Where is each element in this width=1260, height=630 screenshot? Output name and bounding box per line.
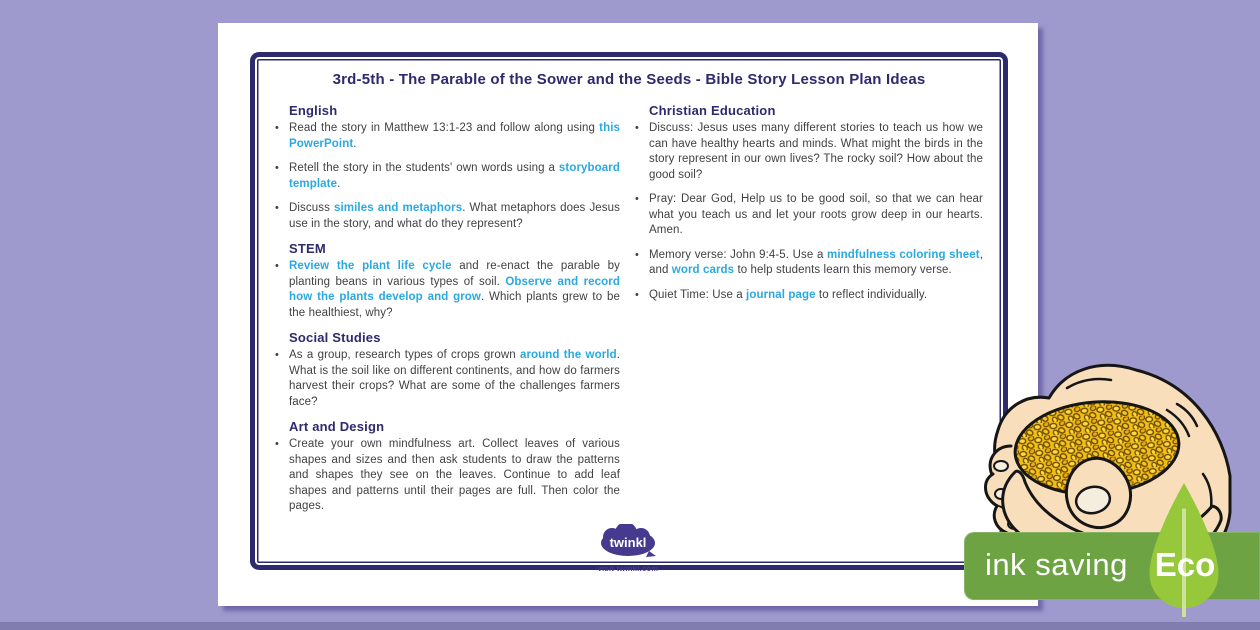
section [275, 103, 620, 232]
bullet-text [289, 437, 620, 515]
bullet-text [649, 192, 983, 239]
section-heading: STEM [289, 241, 326, 256]
text-run: to reflect individually. [815, 288, 928, 301]
bullet-marker: • [275, 202, 279, 214]
section [275, 330, 620, 410]
bullet-item [635, 288, 983, 304]
section-heading: Christian Education [649, 103, 776, 118]
bullet-marker: • [635, 288, 639, 301]
resource-link[interactable]: storyboard template [289, 162, 620, 190]
content-columns [275, 103, 983, 524]
bullet-item [635, 248, 983, 279]
bullet-text [289, 348, 620, 410]
bullet-text [649, 288, 983, 304]
page-title: 3rd-5th - The Parable of the Sower and the Seeds - Bible Story Lesson Plan Ideas [332, 71, 926, 88]
bullet-item [635, 121, 983, 183]
bullet-marker: • [635, 193, 639, 205]
resource-link[interactable]: Observe and record how the plants develop and grow [289, 275, 620, 303]
bullet-item [275, 259, 620, 321]
text-run: Create your own mindfulness art. Collect leaves of various shapes and sizes and then ask students to draw the patterns and shapes they see on the leaves. Continue to add leaf shapes and patterns until their pages are full. Then color the pages. [289, 438, 620, 512]
resource-link[interactable]: Review the plant life cycle [289, 260, 452, 272]
text-run: Memory verse: John 9:4-5. Use a [649, 248, 828, 261]
text-run: Discuss [289, 202, 334, 214]
bullet-marker: • [635, 122, 639, 134]
text-run: . [353, 137, 357, 150]
bullet-text [649, 121, 983, 183]
page-border-frame [250, 52, 1008, 570]
text-run: . Which plants grew to be the healthiest, why? [289, 291, 620, 319]
text-run: and re-enact the parable by planting beans in various types of soil. [289, 260, 620, 288]
text-run: . What is the soil like on different continents, and how do farmers harvest their crops? What are some of the challenges farmers face? [289, 349, 620, 408]
section [635, 103, 983, 303]
twinkl-cloud-logo-icon [599, 524, 657, 558]
text-run: . What metaphors does Jesus use in the story, and what do they represent? [289, 202, 620, 230]
resource-link[interactable]: journal page [746, 288, 816, 301]
bullet-item [635, 192, 983, 239]
bullet-marker: • [275, 162, 279, 174]
ink-saving-label: ink saving [985, 547, 1128, 582]
text-run: Discuss: Jesus uses many different stories to teach us how we can have healthy hearts and minds. What might the birds in the story represent in our own lives? The rocky soil? How about the good soil? [649, 122, 983, 181]
resource-link[interactable]: similes and metaphors [334, 202, 463, 214]
text-run: to help students learn this memory verse. [734, 264, 952, 276]
bullet-item [275, 161, 620, 192]
column-right [635, 103, 983, 524]
bottom-edge-strip [0, 622, 1260, 630]
bullet-marker: • [275, 122, 279, 134]
section [275, 419, 620, 515]
text-run: Retell the story in the students' own words using a [289, 162, 559, 174]
text-run: Pray: Dear God, Help us to be good soil, so that we can hear what you teach us and let your roots grow deep in our hearts. Amen. [649, 193, 983, 236]
visit-twinkl-text: visit twinkl.com [597, 564, 659, 573]
text-run: Read the story in Matthew 13:1-23 and follow along using [289, 122, 600, 134]
worksheet-page [218, 23, 1038, 606]
bullet-item [275, 121, 620, 152]
bullet-text [289, 121, 620, 152]
section [275, 241, 620, 321]
bullet-text [289, 259, 620, 321]
resource-link[interactable]: mindfulness coloring sheet [827, 248, 980, 261]
section-heading: Art and Design [289, 419, 385, 434]
bullet-text [649, 248, 983, 279]
resource-link[interactable]: around the world [519, 349, 617, 361]
resource-link[interactable]: this PowerPoint [289, 122, 620, 150]
bullet-item [275, 201, 620, 232]
column-left [275, 103, 620, 524]
text-run: Quiet Time: Use a [649, 288, 747, 301]
twinkl-footer [583, 524, 673, 573]
text-run: , and [649, 248, 983, 276]
eco-label: Eco [1154, 546, 1216, 583]
bullet-marker: • [635, 248, 639, 261]
bullet-item [275, 437, 620, 515]
section-heading: English [289, 103, 338, 118]
bullet-text [289, 161, 620, 192]
bullet-marker: • [275, 349, 279, 361]
bullet-item [275, 348, 620, 410]
bullet-text [289, 201, 620, 232]
logo-wordmark: twinkl [609, 535, 647, 550]
text-run: . [337, 177, 341, 190]
bullet-marker: • [275, 260, 279, 272]
resource-link[interactable]: word cards [671, 264, 735, 276]
section-heading: Social Studies [289, 330, 381, 345]
text-run: As a group, research types of crops grown [289, 349, 520, 361]
bullet-marker: • [275, 438, 279, 450]
